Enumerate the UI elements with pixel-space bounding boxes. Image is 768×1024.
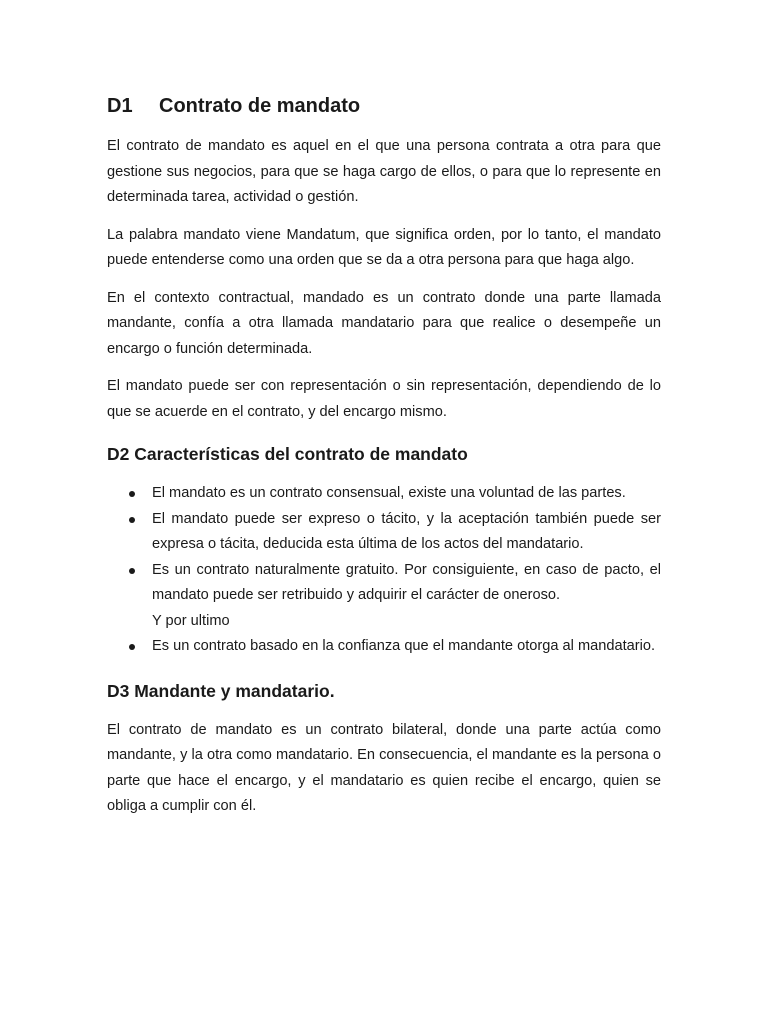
list-note-text: Y por ultimo	[152, 612, 230, 629]
list-note	[107, 609, 661, 635]
list-item	[107, 634, 661, 660]
bullet-icon	[129, 491, 135, 497]
bullet-icon	[129, 568, 135, 574]
list-item-text: Es un contrato basado en la confianza que el mandante otorga al mandatario.	[152, 638, 656, 654]
section-1-heading	[107, 92, 661, 120]
section-1-paragraph-4: El mandato puede ser con representación o sin representación, dependiendo de lo que se acuerde en el contrato, y del encargo mismo.	[107, 378, 661, 420]
document-page	[107, 92, 661, 832]
list-item	[107, 558, 661, 609]
section-2-heading: D2 Características del contrato de mandato	[107, 444, 468, 464]
section-3-heading: D3 Mandante y mandatario.	[107, 680, 335, 701]
section-1-title: Contrato de mandato	[159, 95, 361, 117]
section-1-paragraph-1: El contrato de mandato es aquel en el que una persona contrata a otra para que gestione sus negocios, para que se haga cargo de ellos, o para que lo represente en determinada tarea, actividad o gestión.	[107, 138, 661, 205]
bullet-icon	[129, 644, 135, 650]
section-1-paragraph-3: En el contexto contractual, mandado es un contrato donde una parte llamada mandante, confía a otra llamada mandatario para que realice o desempeñe un encargo o función determinada.	[107, 289, 661, 357]
section-1-number: D1	[107, 95, 133, 117]
list-item-text: Es un contrato naturalmente gratuito. Por consiguiente, en caso de pacto, el mandato puede ser retribuido y adquirir el carácter de oneroso.	[152, 561, 661, 603]
list-item	[107, 507, 661, 558]
characteristics-list	[107, 481, 661, 660]
bullet-icon	[129, 517, 135, 523]
section-1-paragraph-2: La palabra mandato viene Mandatum, que significa orden, por lo tanto, el mandato puede entenderse como una orden que se da a otra persona para que haga algo.	[107, 226, 661, 268]
section-3-paragraph-1: El contrato de mandato es un contrato bilateral, donde una parte actúa como mandante, y la otra como mandatario. En consecuencia, el mandante es la persona o parte que hace el encargo, y el mandatario es quien recibe el encargo, quien se obliga a cumplir con él.	[107, 721, 661, 814]
list-item	[107, 481, 661, 507]
list-item-text: El mandato puede ser expreso o tácito, y la aceptación también puede ser expresa o tácita, deducida esta última de los actos del mandatario.	[152, 510, 661, 552]
list-item-text: El mandato es un contrato consensual, existe una voluntad de las partes.	[152, 485, 626, 501]
